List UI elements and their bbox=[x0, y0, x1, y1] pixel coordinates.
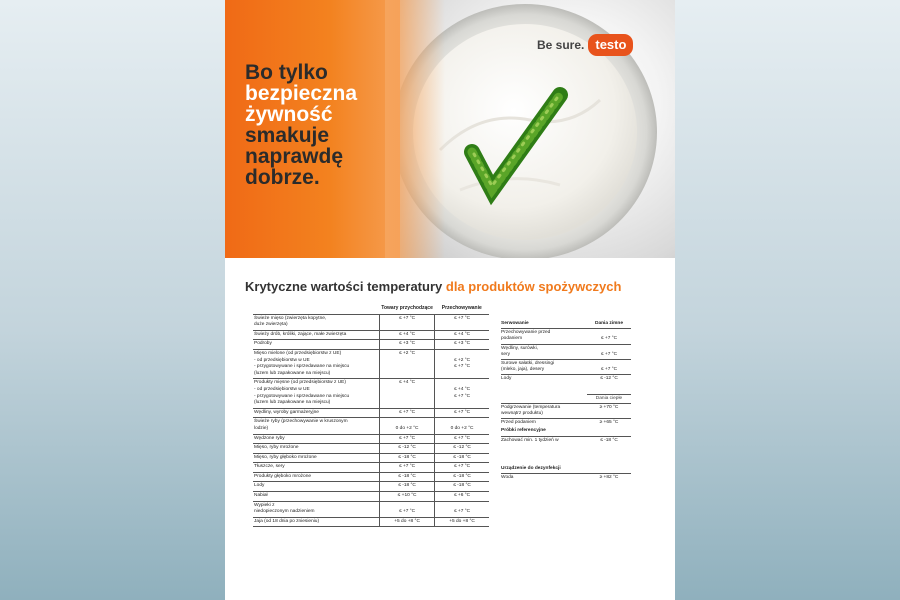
storage-temperature-cell bbox=[435, 463, 489, 473]
storage-temperature-cell bbox=[435, 379, 489, 408]
section-title-plain: Krytyczne wartości temperatury bbox=[245, 279, 443, 294]
product-name-cell bbox=[253, 340, 380, 350]
table-row bbox=[501, 360, 631, 375]
storage-temperature: ≤ +7 °C bbox=[453, 509, 471, 515]
item-name: (mleko, jaja), desery bbox=[501, 367, 545, 373]
incoming-temperature: ≤ +7 °C bbox=[399, 509, 416, 515]
storage-temperature: ≤ -12 °C bbox=[453, 445, 471, 451]
item-name: Surowe sałatki, dressingi bbox=[501, 361, 555, 367]
temperature-value: Dania ciepłe bbox=[595, 395, 623, 401]
item-name-cell bbox=[501, 320, 587, 329]
temperature-value bbox=[587, 446, 631, 452]
table-row bbox=[253, 408, 489, 418]
storage-temperature-cell bbox=[435, 418, 489, 434]
table-row bbox=[501, 419, 631, 428]
temperature-cell bbox=[587, 427, 631, 436]
product-name-cell bbox=[253, 418, 380, 434]
hero-headline bbox=[245, 62, 357, 188]
photo-fade bbox=[385, 0, 445, 258]
incoming-temperature: ≤ +7 °C bbox=[399, 315, 416, 321]
headline-line: bezpieczna bbox=[245, 82, 358, 105]
storage-temperature: ≤ +7 °C bbox=[453, 435, 471, 441]
section-header-row bbox=[501, 465, 631, 474]
storage-temperature: ≤ +6 °C bbox=[453, 493, 471, 499]
item-name: Przed podaniem bbox=[501, 420, 536, 426]
product-name-cell bbox=[253, 349, 380, 378]
product-name: Jaja (od 18 dnia po zniesieniu) bbox=[254, 518, 320, 524]
incoming-temperature: ≤ +7 °C bbox=[399, 435, 416, 441]
product-name: (luzem lub zapakowane na miejscu) bbox=[254, 400, 331, 406]
product-name: Wędzone ryby bbox=[254, 435, 285, 441]
temperature-cell bbox=[587, 320, 631, 329]
storage-temperature-cell bbox=[435, 472, 489, 482]
table-row bbox=[253, 418, 489, 434]
storage-temperature: ≤ +4 °C bbox=[453, 331, 471, 337]
product-name: Tłuszcze, sery bbox=[254, 464, 285, 470]
temperature-value bbox=[587, 428, 631, 434]
incoming-temperature bbox=[380, 400, 434, 407]
table-row bbox=[501, 329, 631, 344]
storage-temperature: ≤ -18 °C bbox=[453, 483, 471, 489]
logo-tagline: Be sure. bbox=[537, 38, 585, 52]
table-row bbox=[253, 340, 489, 350]
headline-line: smakuje bbox=[245, 124, 330, 147]
storage-temperature: ≤ +7 °C bbox=[453, 393, 471, 399]
storage-temperature: ≤ +3 °C bbox=[453, 341, 471, 347]
item-name bbox=[501, 446, 587, 452]
table-header-row bbox=[253, 305, 489, 314]
item-name: Zachować min. 1 tydzień w bbox=[501, 437, 559, 443]
incoming-temperature-cell bbox=[380, 314, 435, 330]
incoming-temperature-cell bbox=[380, 472, 435, 482]
item-name: podaniem bbox=[501, 336, 523, 342]
item-name-cell bbox=[501, 403, 587, 418]
product-name-cell bbox=[253, 492, 380, 502]
section-title-accent: dla produktów spożywczych bbox=[445, 279, 622, 294]
product-name: Świeże mięso (zwierzęta kopytne, bbox=[254, 315, 327, 321]
item-name-cell bbox=[501, 394, 587, 403]
storage-temperature-cell bbox=[435, 492, 489, 502]
storage-temperature: ≤ +7 °C bbox=[453, 315, 471, 321]
table-row bbox=[253, 444, 489, 454]
temperature-cell bbox=[587, 375, 631, 384]
item-name: Podgrzewanie (temperatura bbox=[501, 404, 561, 410]
storage-temperature: ≤ +7 °C bbox=[453, 364, 471, 370]
storage-temperature: ≤ +7 °C bbox=[453, 409, 471, 415]
incoming-temperature-cell bbox=[380, 408, 435, 418]
table-row bbox=[501, 344, 631, 359]
product-name: - przygotowywane i sprzedawane na miejscu bbox=[254, 393, 350, 399]
incoming-temperature: ≤ +7 °C bbox=[399, 409, 416, 415]
incoming-temperature-cell bbox=[380, 349, 435, 378]
headline-line: Bo tylko bbox=[245, 61, 328, 84]
product-name-cell bbox=[253, 501, 380, 517]
storage-temperature bbox=[435, 380, 489, 387]
storage-temperature-cell bbox=[435, 349, 489, 378]
temperature-value: ≤ -18 °C bbox=[600, 437, 618, 443]
temperature-value bbox=[587, 466, 631, 472]
table-row bbox=[501, 445, 631, 455]
storage-temperature: +5 do +8 °C bbox=[449, 518, 475, 524]
product-name: Wędliny, wyroby garmażeryjne bbox=[254, 409, 319, 415]
temperature-cell bbox=[587, 329, 631, 344]
incoming-temperature: ≤ +10 °C bbox=[397, 493, 417, 499]
product-name-cell bbox=[253, 453, 380, 463]
incoming-temperature: ≤ +4 °C bbox=[399, 331, 416, 337]
product-name-cell bbox=[253, 463, 380, 473]
table-row bbox=[253, 472, 489, 482]
product-name-cell bbox=[253, 314, 380, 330]
item-name-cell bbox=[501, 465, 587, 474]
serving-temperature-table bbox=[501, 320, 631, 482]
storage-temperature-cell bbox=[435, 330, 489, 340]
storage-temperature-cell bbox=[435, 434, 489, 444]
product-name: Mięso, ryby głęboko mrożone bbox=[254, 454, 317, 460]
incoming-temperature: +5 do +8 °C bbox=[394, 518, 420, 524]
headline-line: naprawdę bbox=[245, 145, 344, 168]
table-row bbox=[501, 394, 631, 403]
incoming-temperature: ≤ +2 °C bbox=[399, 350, 416, 356]
product-name: Produkty głęboko mrożone bbox=[254, 473, 312, 479]
temperature-cell bbox=[587, 455, 631, 465]
incoming-temperature: ≤ +4 °C bbox=[399, 380, 416, 386]
temperature-cell bbox=[587, 445, 631, 455]
item-name-cell bbox=[501, 375, 587, 384]
storage-temperature bbox=[435, 419, 489, 426]
product-name-cell bbox=[253, 444, 380, 454]
incoming-temperature bbox=[380, 394, 434, 401]
storage-temperature-cell bbox=[435, 453, 489, 463]
hero-banner bbox=[225, 0, 675, 258]
item-name-cell bbox=[501, 436, 587, 445]
temperature-value bbox=[587, 385, 631, 391]
storage-temperature: ≤ -18 °C bbox=[453, 454, 471, 460]
table-row bbox=[253, 314, 489, 330]
incoming-temperature-cell bbox=[380, 379, 435, 408]
item-name: Woda bbox=[501, 475, 514, 481]
temperature-value: ≤ +7 °C bbox=[600, 351, 618, 357]
storage-temperature-cell bbox=[435, 517, 489, 527]
storage-temperature-cell bbox=[435, 501, 489, 517]
incoming-temperature-cell bbox=[380, 434, 435, 444]
temperature-cell bbox=[587, 419, 631, 428]
document-page bbox=[225, 0, 675, 600]
storage-temperature-cell bbox=[435, 482, 489, 492]
table-row bbox=[501, 455, 631, 465]
product-name: Lody bbox=[254, 483, 265, 489]
item-name-cell bbox=[501, 445, 587, 455]
section-header-row bbox=[501, 320, 631, 329]
incoming-temperature: ≤ -18 °C bbox=[398, 483, 416, 489]
item-name bbox=[501, 456, 587, 462]
incoming-temperature bbox=[380, 419, 434, 426]
product-name: - od przedsiębiorstw w UE bbox=[254, 357, 310, 363]
item-name-cell bbox=[501, 344, 587, 359]
product-name: Świeże ryby (przechowywanie w kruszonym bbox=[254, 419, 348, 425]
table-row bbox=[253, 379, 489, 408]
storage-temperature-cell bbox=[435, 444, 489, 454]
temperature-value: Dania zimne bbox=[595, 321, 623, 326]
headline-line: dobrze. bbox=[245, 166, 320, 189]
item-name: Przechowywanie przed bbox=[501, 330, 551, 336]
incoming-temperature-cell bbox=[380, 482, 435, 492]
storage-temperature-cell bbox=[435, 314, 489, 330]
temperature-value: ≤ -12 °C bbox=[600, 376, 618, 382]
temperature-cell bbox=[587, 474, 631, 483]
table-row bbox=[501, 474, 631, 483]
incoming-temperature bbox=[380, 371, 434, 378]
product-name-cell bbox=[253, 517, 380, 527]
storage-temperature-cell bbox=[435, 408, 489, 418]
product-name: Podroby bbox=[254, 341, 272, 347]
product-name-cell bbox=[253, 434, 380, 444]
storage-temperature: ≤ +7 °C bbox=[453, 464, 471, 470]
item-name: sery bbox=[501, 351, 511, 357]
item-name-cell bbox=[501, 329, 587, 344]
product-name-cell bbox=[253, 408, 380, 418]
temperature-value: ≥ +65 °C bbox=[599, 420, 619, 426]
incoming-temperature bbox=[380, 358, 434, 365]
temperature-cell bbox=[587, 403, 631, 418]
temperature-cell bbox=[587, 394, 631, 403]
logo-brand: testo bbox=[588, 34, 633, 56]
storage-temperature bbox=[435, 400, 489, 407]
item-name: wewnątrz produktu) bbox=[501, 411, 543, 417]
temperature-value: ≥ +70 °C bbox=[599, 404, 619, 410]
item-name: Lody bbox=[501, 376, 512, 382]
product-name: Świeży drób, króliki, zające, małe zwierzęta bbox=[254, 331, 347, 337]
item-name: Wędliny, surówki, bbox=[501, 345, 538, 351]
product-name: duże zwierzęta) bbox=[254, 322, 288, 328]
incoming-temperature-cell bbox=[380, 330, 435, 340]
column-header: Towary przychodzące bbox=[381, 305, 433, 311]
temperature-value: ≥ +82 °C bbox=[599, 475, 619, 481]
incoming-temperature: ≤ +3 °C bbox=[399, 341, 416, 347]
product-name: - od przedsiębiorstw w UE bbox=[254, 386, 310, 392]
table-row bbox=[501, 403, 631, 418]
incoming-temperature-cell bbox=[380, 463, 435, 473]
table-row bbox=[501, 375, 631, 384]
incoming-temperature-cell bbox=[380, 444, 435, 454]
table-row bbox=[253, 482, 489, 492]
product-name: Nabiał bbox=[254, 493, 268, 499]
incoming-temperature bbox=[380, 364, 434, 371]
incoming-temperature-cell bbox=[380, 501, 435, 517]
incoming-temperature: 0 do +2 °C bbox=[395, 425, 419, 431]
storage-temperature-cell bbox=[435, 340, 489, 350]
temperature-value: ≤ +7 °C bbox=[600, 336, 618, 342]
storage-temperature: ≤ +2 °C bbox=[453, 357, 471, 363]
temperature-cell bbox=[587, 360, 631, 375]
product-name: Mięso mielone (od przedsiębiorstw z UE) bbox=[254, 350, 342, 356]
item-name: Serwowanie bbox=[501, 321, 529, 326]
item-name: Próbki referencyjne bbox=[501, 428, 546, 434]
incoming-temperature bbox=[380, 387, 434, 394]
product-name: (luzem lub zapakowane na miejscu) bbox=[254, 370, 331, 376]
incoming-temperature: ≤ -12 °C bbox=[398, 445, 416, 451]
incoming-temperature: ≤ +7 °C bbox=[399, 464, 416, 470]
incoming-temperature-cell bbox=[380, 492, 435, 502]
testo-logo bbox=[537, 34, 633, 56]
item-name-cell bbox=[501, 360, 587, 375]
item-name: Urządzenie do dezynfekcji bbox=[501, 465, 561, 471]
incoming-temperature: ≤ -18 °C bbox=[398, 473, 416, 479]
product-name-cell bbox=[253, 472, 380, 482]
item-name bbox=[501, 395, 587, 401]
storage-temperature: ≤ +4 °C bbox=[453, 386, 471, 392]
table-row bbox=[501, 436, 631, 445]
incoming-temperature-cell bbox=[380, 453, 435, 463]
temperature-cell bbox=[587, 384, 631, 395]
item-name-cell bbox=[501, 427, 587, 436]
product-name-cell bbox=[253, 482, 380, 492]
item-name-cell bbox=[501, 474, 587, 483]
product-name: - przygotowywane i sprzedawane na miejscu bbox=[254, 364, 350, 370]
temperature-value: ≤ +7 °C bbox=[600, 367, 618, 373]
table-row bbox=[501, 384, 631, 395]
table-row bbox=[253, 330, 489, 340]
temperature-cell bbox=[587, 344, 631, 359]
product-name-cell bbox=[253, 379, 380, 408]
section-title bbox=[245, 279, 621, 294]
storage-temperature bbox=[435, 351, 489, 358]
product-name-cell bbox=[253, 330, 380, 340]
product-name: Wypieki z bbox=[254, 502, 275, 508]
storage-temperature bbox=[435, 371, 489, 378]
storage-temperature: 0 do +2 °C bbox=[450, 425, 474, 431]
item-name-cell bbox=[501, 384, 587, 395]
table-row bbox=[253, 501, 489, 517]
incoming-temperature: ≤ -18 °C bbox=[398, 454, 416, 460]
table-row bbox=[253, 492, 489, 502]
column-header bbox=[253, 305, 380, 314]
table-row bbox=[253, 434, 489, 444]
headline-line: żywność bbox=[245, 103, 333, 126]
product-name: Mięso, ryby mrożone bbox=[254, 445, 299, 451]
table-row bbox=[253, 349, 489, 378]
temperature-cell bbox=[587, 436, 631, 445]
table-row bbox=[253, 517, 489, 527]
section-header-row bbox=[501, 427, 631, 436]
storage-temperature-table bbox=[253, 305, 489, 527]
storage-temperature: ≤ -18 °C bbox=[453, 473, 471, 479]
product-name: niedopieczonym nadzieniem bbox=[254, 509, 315, 515]
product-name: Produkty mięsne (od przedsiębiorstw z UE) bbox=[254, 380, 346, 386]
item-name bbox=[501, 385, 587, 391]
temperature-cell bbox=[587, 465, 631, 474]
item-name-cell bbox=[501, 419, 587, 428]
temperature-value bbox=[587, 456, 631, 462]
incoming-temperature-cell bbox=[380, 340, 435, 350]
incoming-temperature-cell bbox=[380, 517, 435, 527]
column-header: Przechowywanie bbox=[441, 305, 482, 311]
table-row bbox=[253, 463, 489, 473]
table-row bbox=[253, 453, 489, 463]
incoming-temperature-cell bbox=[380, 418, 435, 434]
product-name: lodzie) bbox=[254, 425, 269, 431]
item-name-cell bbox=[501, 455, 587, 465]
